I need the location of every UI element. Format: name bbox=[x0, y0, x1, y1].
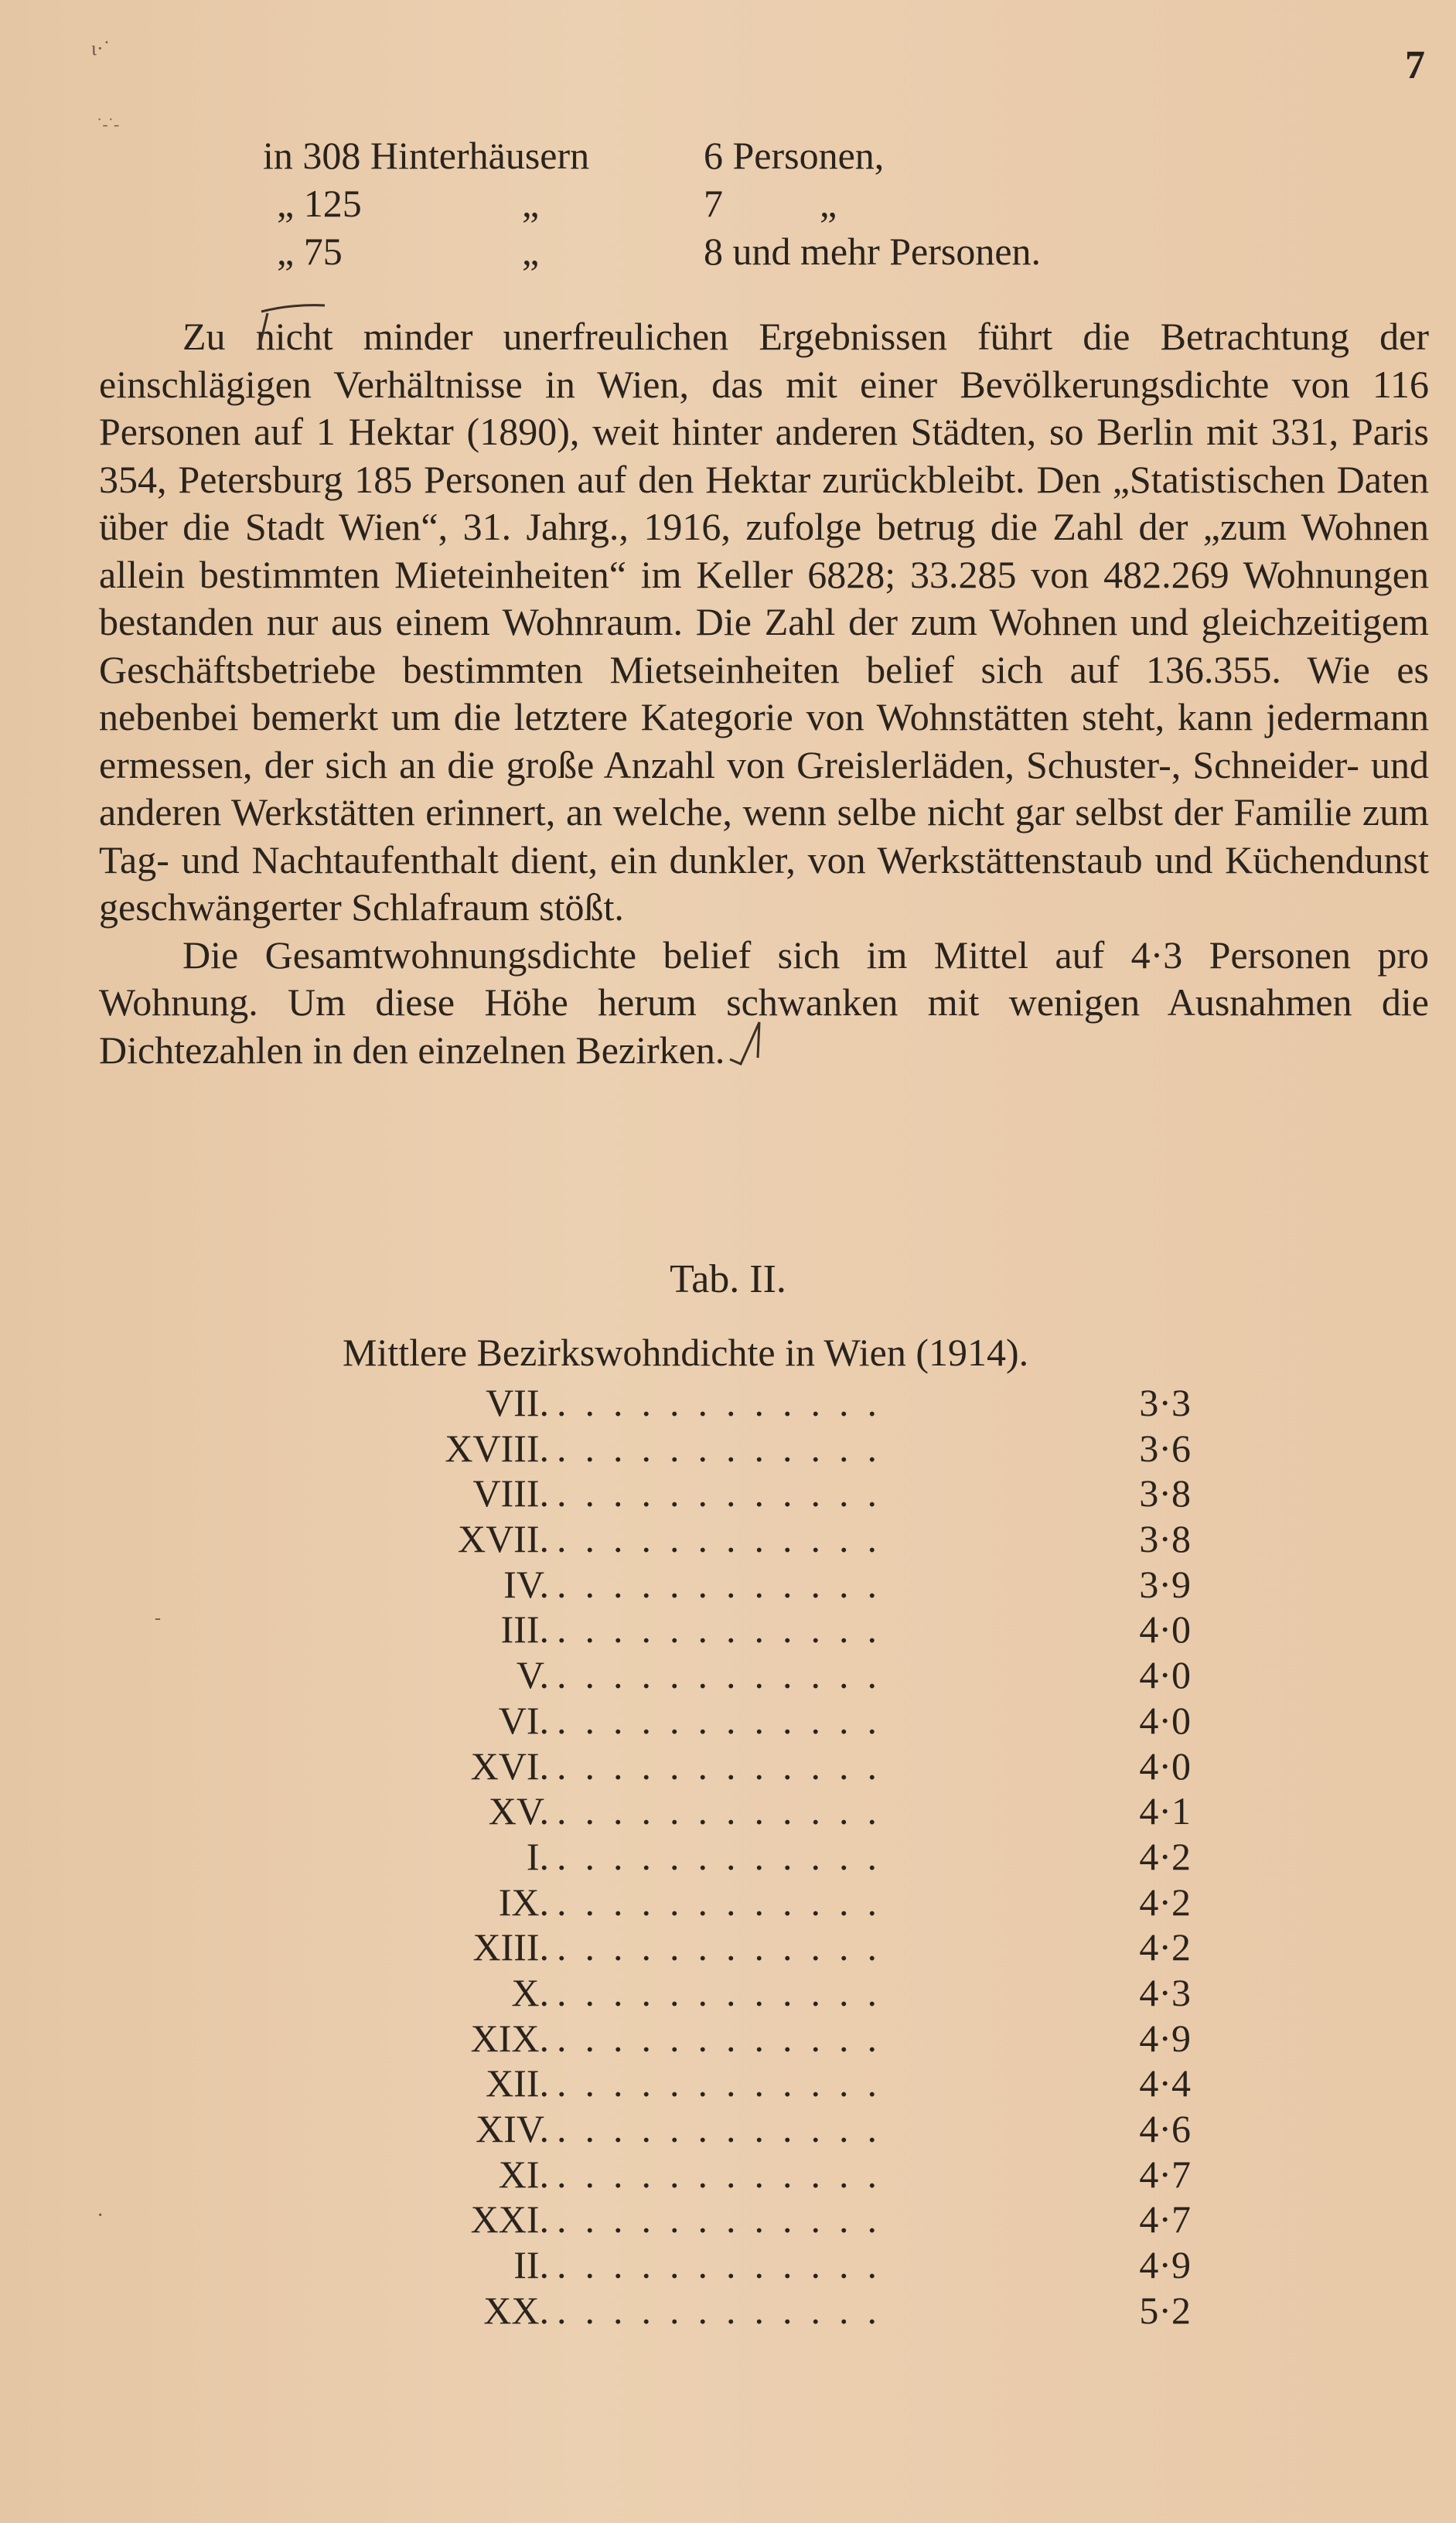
dot-leader: ............ bbox=[557, 1880, 895, 1924]
district-label: XV. bbox=[488, 1789, 549, 1833]
district-label: II. bbox=[513, 2243, 549, 2287]
table-row bbox=[332, 1562, 1191, 1608]
intro-persons: 6 Personen, bbox=[704, 134, 885, 177]
density-value: 3·3 bbox=[1139, 1381, 1191, 1424]
table-row bbox=[332, 2242, 1191, 2288]
district-density-table bbox=[332, 1380, 1191, 2333]
district-label: XXI. bbox=[470, 2197, 549, 2242]
density-value: 4·0 bbox=[1139, 1744, 1191, 1788]
intro-count: „ 125 bbox=[277, 182, 362, 225]
intro-ditto: „ bbox=[820, 182, 837, 225]
district-label: XIII. bbox=[472, 1925, 549, 1969]
dot-leader: ............ bbox=[557, 2243, 895, 2287]
table-caption: Mittlere Bezirkswohndichte in Wien (1914). bbox=[343, 1331, 1029, 1374]
density-value: 4·2 bbox=[1139, 1834, 1191, 1878]
district-label: XVII. bbox=[457, 1517, 549, 1561]
district-label: XVI. bbox=[470, 1744, 549, 1788]
table-row bbox=[332, 2061, 1191, 2106]
page-number: 7 bbox=[1405, 43, 1425, 87]
ink-speck: · bbox=[97, 2204, 104, 2228]
density-value: 4·2 bbox=[1139, 1925, 1191, 1969]
table-row bbox=[332, 1652, 1191, 1698]
district-label: XI. bbox=[498, 2152, 549, 2196]
intro-persons: 7 bbox=[704, 182, 723, 225]
dot-leader: ............ bbox=[557, 2152, 895, 2196]
table-row bbox=[332, 1834, 1191, 1880]
table-row bbox=[332, 1880, 1191, 1925]
district-label: IX. bbox=[498, 1880, 549, 1924]
table-title: Tab. II. bbox=[670, 1257, 786, 1301]
density-value: 4·7 bbox=[1139, 2197, 1191, 2242]
district-label: VI. bbox=[498, 1698, 549, 1742]
table-row bbox=[332, 2152, 1191, 2197]
density-value: 3·8 bbox=[1139, 1471, 1191, 1516]
district-label: V. bbox=[516, 1653, 549, 1697]
district-label: XIX. bbox=[470, 2016, 549, 2060]
density-value: 4·9 bbox=[1139, 2016, 1191, 2060]
density-value: 3·6 bbox=[1139, 1426, 1191, 1470]
density-value: 4·9 bbox=[1139, 2243, 1191, 2287]
density-value: 4·0 bbox=[1139, 1698, 1191, 1742]
table-row bbox=[332, 1970, 1191, 2016]
ink-smudge: ˙‐˙- bbox=[97, 114, 120, 134]
dot-leader: ............ bbox=[557, 1970, 895, 2014]
density-value: 4·7 bbox=[1139, 2152, 1191, 2196]
dot-leader: ............ bbox=[557, 1789, 895, 1833]
district-label: I. bbox=[526, 1834, 549, 1878]
table-row bbox=[332, 2197, 1191, 2242]
pencil-bracket-mark bbox=[254, 298, 327, 352]
dot-leader: ............ bbox=[557, 2197, 895, 2242]
district-label: VIII. bbox=[472, 1471, 549, 1516]
district-label: III. bbox=[500, 1608, 549, 1652]
district-label: VII. bbox=[486, 1381, 549, 1424]
pencil-end-mark bbox=[727, 1019, 773, 1065]
intro-count: „ 75 bbox=[277, 230, 343, 273]
district-label: XX. bbox=[483, 2288, 549, 2332]
dot-leader: ............ bbox=[557, 1517, 895, 1561]
density-value: 3·9 bbox=[1139, 1562, 1191, 1606]
density-value: 4·3 bbox=[1139, 1970, 1191, 2014]
body-text bbox=[99, 313, 1429, 1074]
dot-leader: ............ bbox=[557, 1925, 895, 1969]
ink-speck: - bbox=[155, 1608, 161, 1628]
table-row bbox=[332, 1788, 1191, 1834]
density-value: 4·0 bbox=[1139, 1653, 1191, 1697]
dot-leader: ............ bbox=[557, 1381, 895, 1424]
table-row bbox=[332, 1607, 1191, 1652]
dot-leader: ............ bbox=[557, 2107, 895, 2150]
dot-leader: ............ bbox=[557, 1834, 895, 1878]
table-row bbox=[332, 1516, 1191, 1562]
intro-ditto: „ bbox=[522, 182, 540, 225]
district-label: IV. bbox=[503, 1562, 549, 1606]
density-value: 4·4 bbox=[1139, 2061, 1191, 2105]
dot-leader: ............ bbox=[557, 1698, 895, 1742]
table-row bbox=[332, 2288, 1191, 2334]
district-label: XIV. bbox=[476, 2107, 549, 2150]
table-row bbox=[332, 1698, 1191, 1744]
table-row bbox=[332, 1925, 1191, 1970]
table-row bbox=[332, 2016, 1191, 2061]
dot-leader: ............ bbox=[557, 1562, 895, 1606]
district-label: X. bbox=[511, 1970, 549, 2014]
table-row bbox=[332, 1426, 1191, 1471]
paragraph: Zu nicht minder unerfreulichen Ergebnissen führt die Betrachtung der einschlägigen Verhältnisse in Wien, das mit einer Bevölkerungsdichte von 116 Personen auf 1 Hektar (1890), weit hinter anderen Städten, so Berlin mit 331, Paris 354, Petersburg 185 Personen auf den Hektar zurückbleibt. Den „Statistischen Daten über die Stadt Wien“, 31. Jahrg., 1916, zufolge betrug die Zahl der „zum Wohnen allein bestimmten Mieteinheiten“ im Keller 6828; 33.285 von 482.269 Wohnungen bestanden nur aus einem Wohnraum. Die Zahl der zum Wohnen und gleichzeitigem Geschäftsbetriebe bestimmten Mietseinheiten belief sich auf 136.355. Wie es nebenbei bemerkt um die letztere Kategorie von Wohnstätten steht, kann jedermann ermessen, der sich an die große Anzahl von Greislerläden, Schuster-, Schneider- und anderen Werkstätten erinnert, an welche, wenn selbe nicht gar selbst der Familie zum Tag- und Nachtaufenthalt dient, ein dunkler, von Werkstättenstaub und Küchendunst geschwängerter Schlafraum stößt. bbox=[99, 315, 1429, 929]
dot-leader: ............ bbox=[557, 1608, 895, 1652]
paragraph: Die Gesamtwohnungsdichte belief sich im Mittel auf 4·3 Personen pro Wohnung. Um diese Höhe herum schwanken mit wenigen Ausnahmen die Dichtezahlen in den einzelnen Bezirken. bbox=[99, 932, 1429, 1072]
table-row bbox=[332, 1744, 1191, 1789]
district-label: XII. bbox=[486, 2061, 549, 2105]
dot-leader: ............ bbox=[557, 2288, 895, 2332]
table-row bbox=[332, 1471, 1191, 1516]
table-row bbox=[332, 2106, 1191, 2152]
district-label: XVIII. bbox=[445, 1426, 549, 1470]
density-value: 4·6 bbox=[1139, 2107, 1191, 2150]
density-value: 4·2 bbox=[1139, 1880, 1191, 1924]
corner-specks: ι·˙ bbox=[91, 37, 111, 60]
density-value: 4·1 bbox=[1139, 1789, 1191, 1833]
dot-leader: ............ bbox=[557, 1426, 895, 1470]
intro-persons: 8 und mehr Personen. bbox=[704, 230, 1042, 273]
intro-ditto: „ bbox=[522, 230, 540, 273]
dot-leader: ............ bbox=[557, 2016, 895, 2060]
table-row bbox=[332, 1380, 1191, 1426]
density-value: 3·8 bbox=[1139, 1517, 1191, 1561]
density-value: 5·2 bbox=[1139, 2288, 1191, 2332]
dot-leader: ............ bbox=[557, 2061, 895, 2105]
dot-leader: ............ bbox=[557, 1744, 895, 1788]
intro-count: in 308 Hinterhäusern bbox=[263, 134, 590, 177]
density-value: 4·0 bbox=[1139, 1608, 1191, 1652]
dot-leader: ............ bbox=[557, 1471, 895, 1516]
dot-leader: ............ bbox=[557, 1653, 895, 1697]
